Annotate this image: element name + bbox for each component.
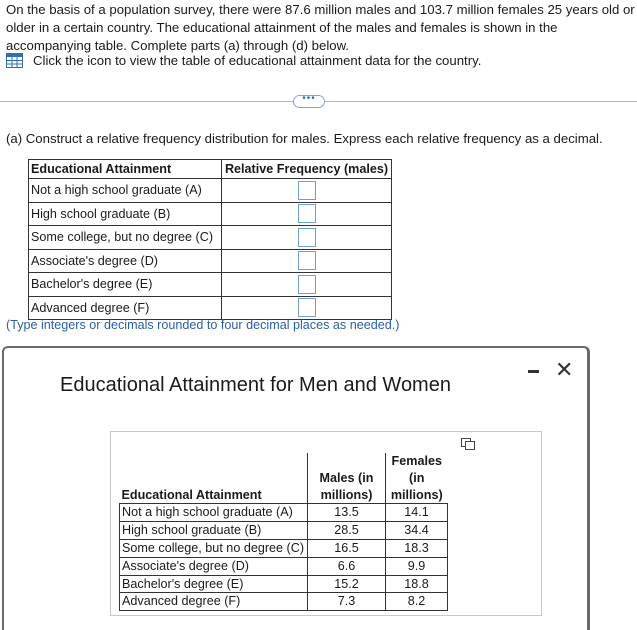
answer-input-d[interactable] <box>298 251 316 270</box>
row-label: Bachelor's degree (E) <box>120 575 308 593</box>
females-value: 8.2 <box>386 593 448 611</box>
answer-input-f[interactable] <box>298 298 316 317</box>
answer-input-c[interactable] <box>298 228 316 247</box>
copy-icon[interactable] <box>461 438 475 450</box>
view-table-link-text: Click the icon to view the table of educational attainment data for the country. <box>33 52 482 68</box>
header-educational-attainment: Educational Attainment <box>121 487 262 502</box>
table-row <box>29 226 392 250</box>
table-grid-icon <box>6 53 23 68</box>
part-a-prompt: (a) Construct a relative frequency distribution for males. Express each relative frequency as a decimal. <box>6 131 603 146</box>
females-value: 18.8 <box>386 575 448 593</box>
header-females: Females (in millions) <box>390 454 443 502</box>
females-value: 18.3 <box>386 539 448 557</box>
row-label: High school graduate (B) <box>120 522 308 540</box>
popup-title: Educational Attainment for Men and Women <box>60 374 451 396</box>
table-row <box>120 522 448 540</box>
answer-input-a[interactable] <box>298 181 316 200</box>
edu-header-row <box>120 453 448 504</box>
row-label: Not a high school graduate (A) <box>120 504 308 522</box>
males-value: 16.5 <box>308 539 386 557</box>
row-label: Associate's degree (D) <box>120 557 308 575</box>
row-label: High school graduate (B) <box>29 202 222 226</box>
table-row <box>120 575 448 593</box>
males-value: 7.3 <box>308 593 386 611</box>
females-value: 34.4 <box>386 522 448 540</box>
table-row <box>29 273 392 297</box>
problem-statement: On the basis of a population survey, there were 87.6 million males and 103.7 million females 25 years old or older in a certain country. The educational attainment of the males and females is shown in the accompanying table. Complete parts (a) through (d) below. <box>6 2 635 53</box>
row-label: Some college, but no degree (C) <box>120 539 308 557</box>
row-label: Some college, but no degree (C) <box>29 226 222 250</box>
educational-attainment-table <box>119 453 448 611</box>
table-row <box>29 296 392 320</box>
males-value: 28.5 <box>308 522 386 540</box>
header-males: Males (in millions) <box>308 453 386 504</box>
row-label: Advanced degree (F) <box>120 593 308 611</box>
table-row <box>120 593 448 611</box>
answer-input-b[interactable] <box>298 204 316 223</box>
header-educational-attainment: Educational Attainment <box>29 160 222 179</box>
table-row <box>29 179 392 203</box>
expand-more-button[interactable] <box>293 95 325 108</box>
females-value: 14.1 <box>386 504 448 522</box>
females-value: 9.9 <box>386 557 448 575</box>
data-table-popup <box>2 346 590 630</box>
relative-frequency-header-row <box>29 160 392 179</box>
row-label: Associate's degree (D) <box>29 249 222 273</box>
row-label: Bachelor's degree (E) <box>29 273 222 297</box>
relative-frequency-table <box>28 159 392 320</box>
males-value: 15.2 <box>308 575 386 593</box>
table-row <box>29 249 392 273</box>
close-button[interactable] <box>555 357 574 382</box>
row-label: Not a high school graduate (A) <box>29 179 222 203</box>
males-value: 13.5 <box>308 504 386 522</box>
table-row <box>120 504 448 522</box>
ellipsis-icon: ••• <box>302 93 316 104</box>
males-value: 6.6 <box>308 557 386 575</box>
table-row <box>120 557 448 575</box>
header-relative-frequency: Relative Frequency (males) <box>222 160 392 179</box>
close-icon: ✕ <box>555 357 574 382</box>
table-row <box>120 539 448 557</box>
minimize-button[interactable] <box>528 365 540 377</box>
table-row <box>29 202 392 226</box>
answer-input-e[interactable] <box>298 275 316 294</box>
data-table-frame <box>110 431 542 616</box>
rounding-hint: (Type integers or decimals rounded to four decimal places as needed.) <box>6 318 400 332</box>
row-label: Advanced degree (F) <box>29 296 222 320</box>
view-table-link[interactable] <box>6 52 481 68</box>
